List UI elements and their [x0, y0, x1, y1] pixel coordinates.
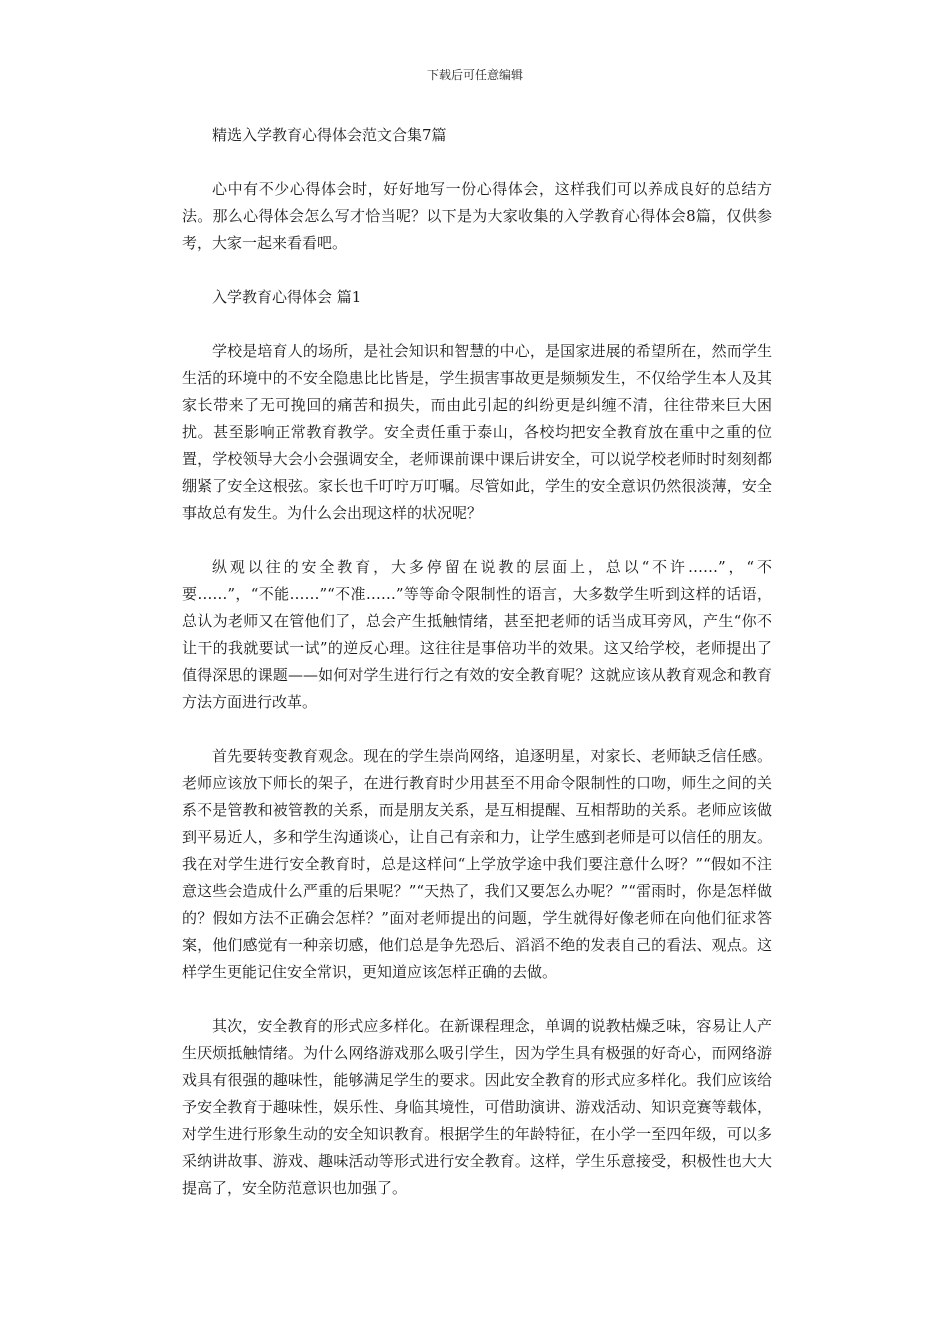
intro-paragraph: 心中有不少心得体会时，好好地写一份心得体会，这样我们可以养成良好的总结方法。那么心得体会怎么写才恰当呢？以下是为大家收集的入学教育心得体会8篇，仅供参考，大家一起来看看吧。: [182, 180, 772, 252]
body-paragraph-4: 其次，安全教育的形式应多样化。在新课程理念，单调的说教枯燥乏味，容易让人产生厌烦抵触情绪。为什么网络游戏那么吸引学生，因为学生具有极强的好奇心，而网络游戏具有很强的趣味性，能够满足学生的要求。因此安全教育的形式应多样化。我们应该给予安全教育于趣味性，娱乐性、身临其境性，可借助演讲、游戏活动、知识竞赛等载体，对学生进行形象生动的安全知识教育。根据学生的年龄特征，在小学一至四年级，可以多采纳讲故事、游戏、趣味活动等形式进行安全教育。这样，学生乐意接受，积极性也大大提高了，安全防范意识也加强了。: [182, 1017, 772, 1197]
header-note: 下载后可任意编辑: [426, 68, 523, 82]
body-paragraph-3: 首先要转变教育观念。现在的学生崇尚网络，追逐明星，对家长、老师缺乏信任感。老师应该放下师长的架子，在进行教育时少用甚至不用命令限制性的口吻，师生之间的关系不是管教和被管教的关系，而是朋友关系，是互相提醒、互相帮助的关系。老师应该做到平易近人，多和学生沟通谈心，让自己有亲和力，让学生感到老师是可以信任的朋友。我在对学生进行安全教育时，总是这样问“上学放学途中我们要注意什么呀？”“假如不注意这些会造成什么严重的后果呢？”“天热了，我们又要怎么办呢？”“雷雨时，你是怎样做的？假如方法不正确会怎样？”面对老师提出的问题，学生就得好像老师在向他们征求答案，他们感觉有一种亲切感，他们总是争先恐后、滔滔不绝的发表自己的看法、观点。这样学生更能记住安全常识，更知道应该怎样正确的去做。: [182, 747, 772, 981]
document-body: [182, 122, 772, 1202]
document-title: 精选入学教育心得体会范文合集7篇: [212, 126, 447, 144]
section-heading: 入学教育心得体会 篇1: [212, 288, 362, 306]
body-paragraph-2: 纵观以往的安全教育，大多停留在说教的层面上，总以“不许……”，“不要……”，“不能……”“不准……”等等命令限制性的语言，大多数学生听到这样的话语，总认为老师又在管他们了，总会产生抵触情绪，甚至把老师的话当成耳旁风，产生“你不让干的我就要试一试”的逆反心理。这往往是事倍功半的效果。这又给学校，老师提出了值得深思的课题——如何对学生进行行之有效的安全教育呢？这就应该从教育观念和教育方法方面进行改革。: [182, 558, 772, 711]
body-paragraph-1: 学校是培育人的场所，是社会知识和智慧的中心，是国家进展的希望所在，然而学生生活的环境中的不安全隐患比比皆是，学生损害事故更是频频发生，不仅给学生本人及其家长带来了无可挽回的痛苦和损失，而由此引起的纠纷更是纠缠不清，往往带来巨大困扰。甚至影响正常教育教学。安全责任重于泰山，各校均把安全教育放在重中之重的位置，学校领导大会小会强调安全，老师课前课中课后讲安全，可以说学校老师时时刻刻都绷紧了安全这根弦。家长也千叮咛万叮嘱。尽管如此，学生的安全意识仍然很淡薄，安全事故总有发生。为什么会出现这样的状况呢？: [182, 342, 772, 522]
